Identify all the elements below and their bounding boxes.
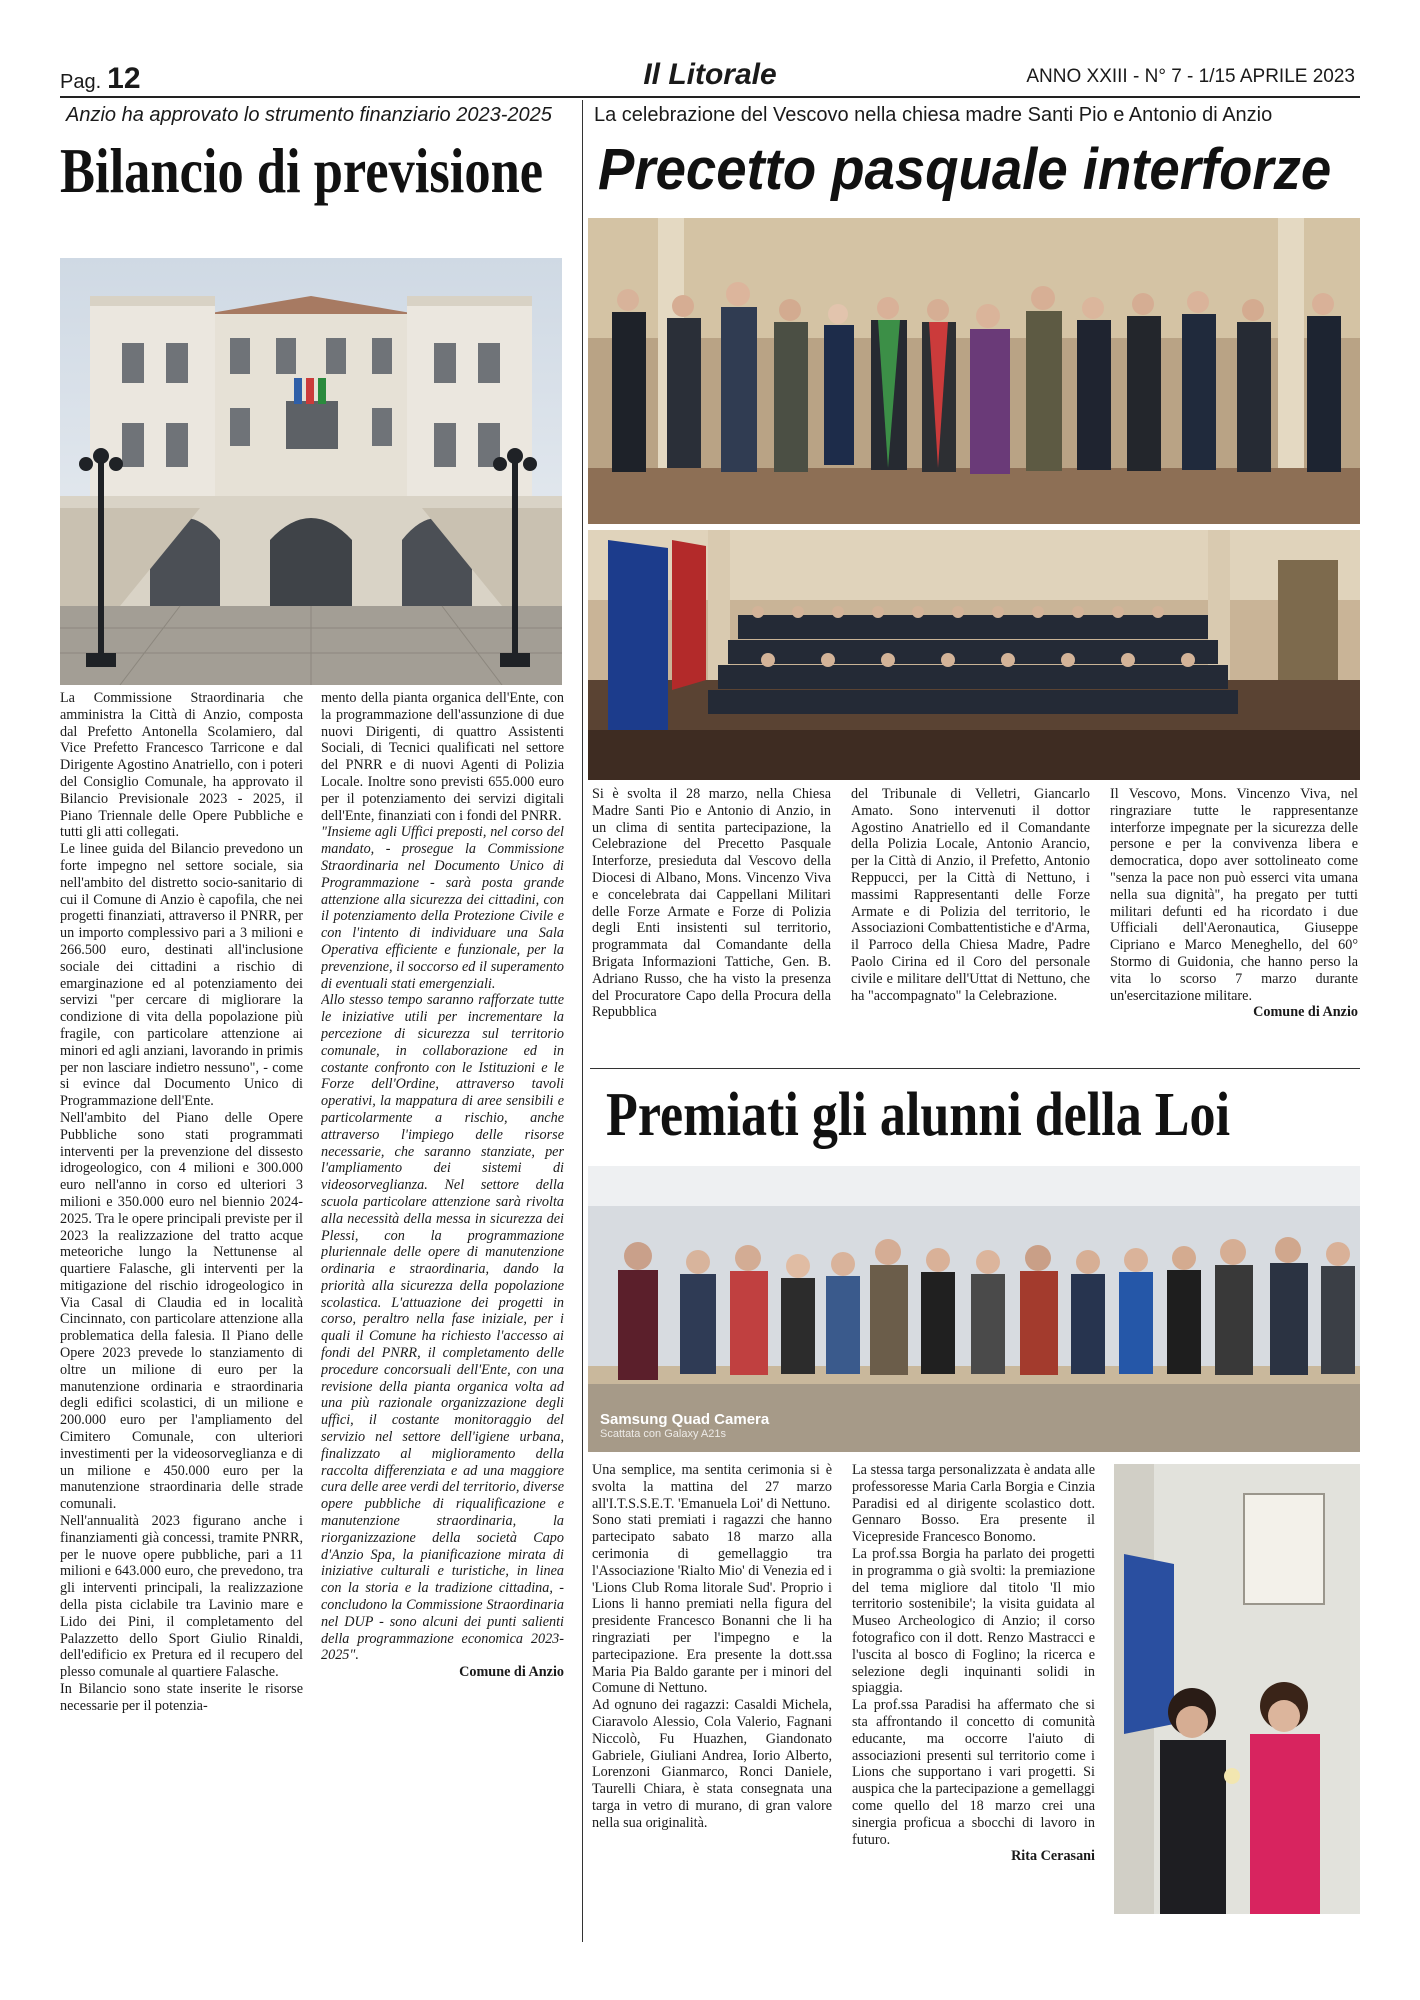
- right-bottom-column-1: [592, 1462, 832, 1940]
- church-interior-illustration: [588, 530, 1360, 780]
- camera-watermark-line1: Samsung Quad Camera: [600, 1411, 770, 1428]
- paragraph: La Commissione Straordinaria che amministra la Città di Anzio, composta dal Prefetto Antonella Scolamiero, dal Vice Prefetto Francesco Tarricone e dal Dirigente Agostino Anatriello, con i poteri del Consiglio Comunale, ha approvato il Bilancio Previsionale 2023 - 2025, il Piano Triennale delle Opere Pubbliche e tutti gli atti collegati.: [60, 690, 303, 841]
- paragraph: mento della pianta organica dell'Ente, con la programmazione dell'assunzione di due nuovi Dirigenti, di quattro Assistenti Sociali, di Tecnici qualificati nel settore del PNRR e di nuovi Agenti di Polizia Locale. Inoltre sono previsti 655.000 euro per il potenziamento dei servizi digitali dell'Ente, finanziati con i fondi del PNRR.: [321, 690, 564, 824]
- page-number-value: 12: [107, 62, 141, 95]
- right-bottom-signature: Rita Cerasani: [1011, 1848, 1095, 1865]
- paragraph: La prof.ssa Paradisi ha affermato che si sta affrontando il concetto di comunità educante, ma occorre l'aiuto di associazioni presenti sul territorio come i Lions che supportano i vari progetti. Si auspica che la partecipazione a gemellaggi come quello del 18 marzo crei una sinergia proficua a sbocchi di lavoro in futuro.: [852, 1697, 1095, 1848]
- paragraph: Ad ognuno dei ragazzi: Casaldi Michela, Ciaravolo Alessio, Cola Valerio, Fagnani Niccolò, Fu Huazhen, Giandonato Gabriele, Giuliani Andrea, Iorio Alberto, Lorenzoni Gianmarco, Ronci Daniele, Taurelli Chiara, è stata consegnata una targa in vetro di murano, di gran valore nella sua originalità.: [592, 1697, 832, 1831]
- article-divider: [590, 1068, 1360, 1069]
- right-top-column-2: [851, 786, 1090, 1066]
- paragraph: Una semplice, ma sentita cerimonia si è svolta la mattina del 27 marzo all'I.T.S.S.E.T. 'Emanuela Loi' di Nettuno.: [592, 1462, 832, 1512]
- left-kicker: Anzio ha approvato lo strumento finanziario 2023-2025: [66, 104, 552, 126]
- paragraph-quote: "Insieme agli Uffici preposti, nel corso del mandato, - prosegue la Commissione Straordinaria nel Documento Unico di Programmazione - sarà posta grande attenzione alla sicurezza dei cittadini, con il potenziamento della Protezione Civile e con l'intento di individuare una Sala Operativa efficiente e funzionale, per la prevenzione, il soccorso ed il superamento di eventuali stati emergenziali.: [321, 824, 564, 992]
- paragraph: Nell'ambito del Piano delle Opere Pubbliche sono stati programmati interventi per la prevenzione del dissesto idrogeologico, con 4 milioni e 300.000 euro nell'anno in corso ed ulteriori 3 milioni e 350.000 euro nel biennio 2024-2025. Tra le opere principali previste per il 2023 la realizzazione del tratto acque meteoriche lungo la Nettunense al quartiere Falasche, gli interventi per la mitigazione del rischio idrogeologico in Via Casal di Claudia ed in località Cincinnato, con particolare attenzione alla problematica della falesia. Il Piano delle Opere 2023 prevede lo stanziamento di oltre un milione di euro per la manutenzione ordinaria e straordinaria degli edifici scolastici, di un milione e 200.000 euro per l'ampliamento del Cimitero Comunale, con ulteriori investimenti per la videosorveglianza e di un milione e 450.000 euro per la manutenzione straordinaria delle strade comunali.: [60, 1109, 303, 1513]
- left-article-column-2: [321, 690, 564, 1940]
- left-headline: Bilancio di previsione: [60, 135, 544, 206]
- right-top-headline: Precetto pasquale interforze: [598, 137, 1332, 202]
- paragraph: In Bilancio sono state inserite le risorse necessarie per il potenzia-: [60, 1681, 303, 1714]
- right-bottom-column-2: [852, 1462, 1095, 1940]
- left-article-signature: Comune di Anzio: [459, 1664, 564, 1681]
- town-hall-photo: [60, 258, 562, 685]
- column-divider: [582, 100, 583, 1942]
- church-interior-photo: [588, 530, 1360, 780]
- masthead-rule: [60, 96, 1360, 98]
- page-label: Pag.: [60, 71, 102, 93]
- paragraph: Sono stati premiati i ragazzi che hanno partecipato sabato 18 marzo alla cerimonia di gemellaggio tra l'Associazione 'Rialto Mio' di Venezia ed i 'Lions Club Roma litorale Sud'. Proprio i Lions li hanno premiati nella figura del presidente Francesco Bonanni che li ha ringraziati per l'impegno e la partecipazione. Era presente la dott.ssa Maria Pia Baldo garante per i minori del Comune di Nettuno.: [592, 1512, 832, 1697]
- paragraph: Nell'annualità 2023 figurano anche i finanziamenti già concessi, tramite PNRR, per le nuove opere pubbliche, pari a 11 milioni e 643.000 euro, che prevedono, tra gli interventi principali, la realizzazione della pista ciclabile tra Lavinio mare e Lido dei Pini, il completamento del Palazzetto dello Sport Giulio Rinaldi, dell'edificio ex Pretura ed il recupero del plesso comunale al quartiere Falasche.: [60, 1513, 303, 1681]
- bishop-group-photo: [588, 218, 1360, 524]
- paragraph: Il Vescovo, Mons. Vincenzo Viva, nel ringraziare tutte le rappresentanze interforze impegnate per la sicurezza delle persone e per la convivenza libera e democratica, dopo aver sottolineato come "senza la pace non può esserci vita umana nella sua dignità", ha pregato per tutti militari defunti ed ha ricordato i due Ufficiali dell'Aeronautica, Giuseppe Cipriano e Marco Meneghello, del 60° Stormo di Guidonia, che hanno perso la vita lo scorso 7 marzo durante un'esercitazione militare.: [1110, 786, 1358, 1004]
- paragraph-quote: Allo stesso tempo saranno rafforzate tutte le iniziative utili per incrementare la percezione di sicurezza sul territorio comunale, in collaborazione ed in costante confronto con le Istituzioni e le Forze dell'Ordine, attraverso tavoli operativi, la mappatura di aree sensibili e particolarmente a rischio, anche attraverso l'impiego delle risorse necessarie, che saranno stanziate, per l'ampliamento dei sistemi di videosorveglianza. Nel settore della scuola particolare attenzione sarà rivolta alla necessità della messa in sicurezza dei Plessi, con la programmazione pluriennale delle opere di manutenzione ordinaria e straordinaria, dando la priorità alla sicurezza della popolazione scolastica. L'attuazione dei progetti in corso, peraltro nella fase iniziale, per i quali il Comune ha richiesto l'accesso ai fondi del PNRR, il completamento delle procedure concorsuali dell'Ente, con una revisione della pianta organica volta ad una più razionale organizzazione degli uffici, il costante monitoraggio del servizio nel settore dell'igiene urbana, finalizzato al miglioramento della raccolta differenziata e ad una maggiore cura delle aree verdi del territorio, diverse opere pubbliche di riqualificazione e manutenzione straordinaria, la riorganizzazione della società Capo d'Anzio Spa, la pianificazione mirata di iniziative culturali e turistiche, in linea con la storia e la tradizione cittadina, - concludono la Commissione Straordinaria nel DUP - sono alcuni dei punti salienti della programmazione economica 2023-2025".: [321, 992, 564, 1664]
- right-top-kicker: La celebrazione del Vescovo nella chiesa madre Santi Pio e Antonio di Anzio: [594, 104, 1273, 126]
- teachers-illustration: [1114, 1464, 1360, 1914]
- students-award-photo: [588, 1166, 1360, 1452]
- group-photo-illustration: [588, 218, 1360, 524]
- issue-info: ANNO XXIII - N° 7 - 1/15 APRILE 2023: [1026, 66, 1355, 87]
- paragraph: Le linee guida del Bilancio prevedono un forte impegno nel settore sociale, sia nell'ambito del distretto socio-sanitario di cui il Comune di Anzio è capofila, che nei progetti finanziati, attraverso il PNRR, per un importo complessivo pari a 3 milioni e 266.500 euro, destinati all'inclusione sociale dei cittadini a rischio di emarginazione ed al potenziamento dei servizi "per cercare di migliorare la condizione di vita della popolazione più fragile, con particolare attenzione ai minori ed agli anziani, lavorando in primis per non lasciare indietro nessuno", - come si evince dal Documento Unico di Programmazione dell'Ente.: [60, 841, 303, 1110]
- right-bottom-headline: Premiati gli alunni della Loi: [606, 1081, 1231, 1149]
- paragraph: La stessa targa personalizzata è andata alle professoresse Maria Carla Borgia e Cinzia Paradisi ed al dirigente scolastico dott. Gennaro Bosso. Era presente il Vicepreside Francesco Bonomo.: [852, 1462, 1095, 1546]
- camera-watermark-line2: Scattata con Galaxy A21s: [600, 1428, 726, 1440]
- camera-watermark: [600, 1411, 769, 1440]
- newspaper-title: Il Litorale: [643, 58, 777, 91]
- paragraph: del Tribunale di Velletri, Giancarlo Amato. Sono intervenuti il dottor Agostino Anatriello ed il Comandante della Polizia Locale, Antonio Arancio, per la Città di Anzio, il Prefetto, Antonio Reppucci, per la Città di Nettuno, i massimi Rappresentanti delle Forze Armate e di Polizia del territorio, le Associazioni Combattentistiche e d'Arma, il Parroco della Chiesa Madre, Padre Paolo Cirina ed il Coro del personale civile e militare dell'Uttat di Nettuno, che ha "accompagnato" la Celebrazione.: [851, 786, 1090, 1004]
- teachers-award-photo: [1114, 1464, 1360, 1914]
- left-article-column-1: [60, 690, 303, 1937]
- right-top-column-1: [592, 786, 831, 1066]
- town-hall-illustration: [60, 258, 562, 685]
- right-top-signature: Comune di Anzio: [1253, 1004, 1358, 1021]
- paragraph: Si è svolta il 28 marzo, nella Chiesa Madre Santi Pio e Antonio di Anzio, in un clima di sentita partecipazione, la Celebrazione del Precetto Pasquale Interforze, presieduta dal Vescovo della Diocesi di Albano, Mons. Vincenzo Viva e concelebrata dai Cappellani Militari delle Forze Armate e Forze di Polizia degli Enti insistenti sul territorio, programmata dal Comandante della Brigata Informazioni Tattiche, Gen. B. Adriano Russo, che ha visto la presenza del Procuratore Capo della Procura della Repubblica: [592, 786, 831, 1021]
- paragraph: La prof.ssa Borgia ha parlato dei progetti in programma o già svolti: la premiazione del tema migliore dal titolo 'Il mio territorio sostenibile'; la visita guidata al Museo Archeologico di Anzio; il corso fotografico con il dott. Renzo Mastracci e l'uscita al bosco di Foglino; la ricerca e selezione degli inquinanti solidi in spiaggia.: [852, 1545, 1095, 1697]
- students-illustration: [588, 1166, 1360, 1452]
- right-top-column-3: [1110, 786, 1358, 1066]
